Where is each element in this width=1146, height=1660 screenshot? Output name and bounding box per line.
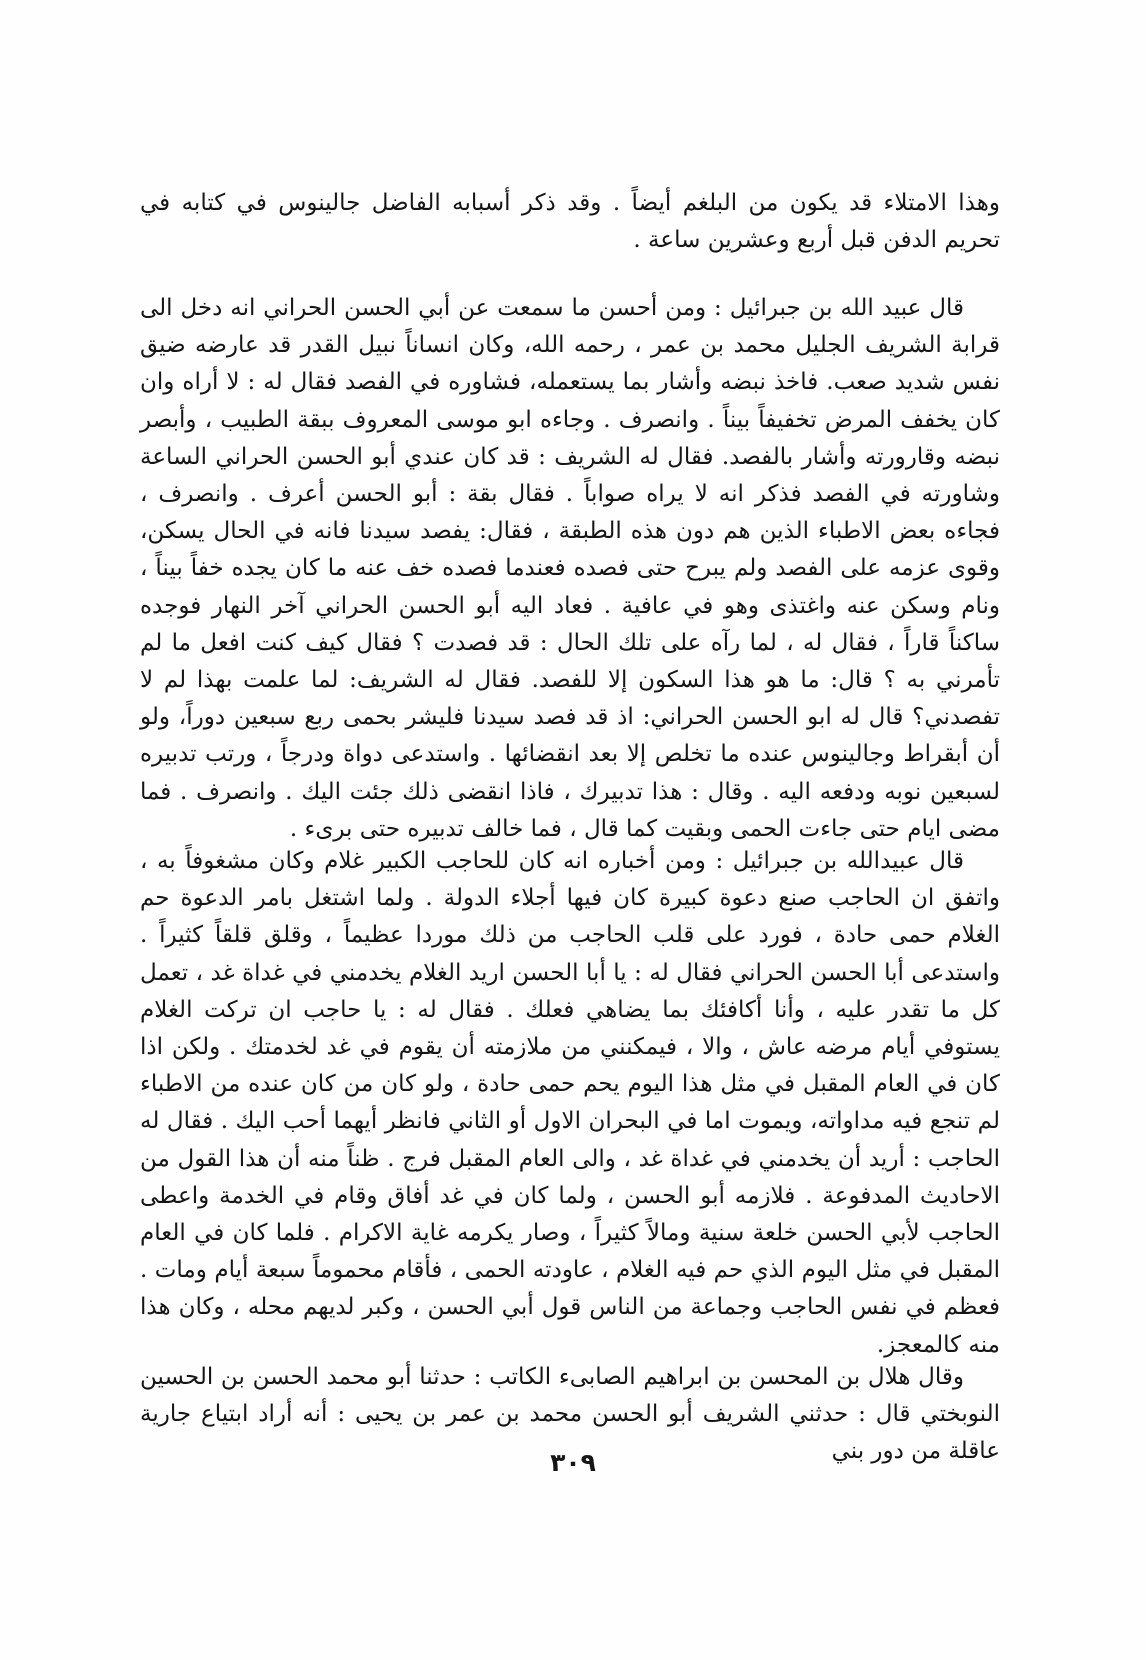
paragraph-4: وقال هلال بن المحسن بن ابراهيم الصابىء الكاتب : حدثنا أبو محمد الحسن بن الحسين النوبختي قال : حدثني الشريف أبو الحسن محمد بن عمر بن يحيى : أنه أراد ابتياع جارية عاقلة من دور بني — [140, 1364, 1000, 1465]
paragraph-1: وهذا الامتلاء قد يكون من البلغم أيضاً . وقد ذكر أسبابه الفاضل جالينوس في كتابه في تحريم الدفن قبل أربع وعشرين ساعة . — [140, 190, 1000, 254]
paragraph-3: قال عبيدالله بن جبرائيل : ومن أخباره انه كان للحاجب الكبير غلام وكان مشغوفاً به ، واتفق ان الحاجب صنع دعوة كبيرة كان فيها أجلاء الدولة . ولما اشتغل بامر الدعوة حم الغلام حمى حادة ، فورد على قلب الحاجب من ذلك موردا عظيماً ، وقلق قلقاً كثيراً . واستدعى أبا الحسن الحراني فقال له : يا أبا الحسن اريد الغلام يخدمني في غداة غد ، تعمل كل ما تقدر عليه ، وأنا أكافئك بما يضاهي فعلك . فقال له : يا حاجب ان تركت الغلام يستوفي أيام مرضه عاش ، والا ، فيمكنني من ملازمته أن يقوم في غد لخدمتك . ولكن اذا كان في العام المقبل في مثل هذا اليوم يحم حمى حادة ، ولو كان من كان عنده من الاطباء لم تنجع فيه مداواته، ويموت اما في البحران الاول أو الثاني فانظر أيهما أحب اليك . فقال له الحاجب : أريد أن يخدمني في غداة غد ، والى العام المقبل فرج . ظناً منه أن هذا القول من الاحاديث المدفوعة . فلازمه أبو الحسن ، ولما كان في غد أفاق وقام في الخدمة واعطى الحاجب لأبي الحسن خلعة سنية ومالاً كثيراً ، وصار يكرمه غاية الاكرام . فلما كان في العام المقبل في مثل اليوم الذي حم فيه الغلام ، عاودته الحمى ، فأقام محموماً سبعة أيام ومات . فعظم في نفس الحاجب وجماعة من الناس قول أبي الحسن ، وكبر لديهم محله ، وكان هذا منه كالمعجز. — [140, 848, 1001, 1358]
page-number: ٣٠٩ — [550, 1448, 596, 1477]
paragraph-2: قال عبيد الله بن جبرائيل : ومن أحسن ما سمعت عن أبي الحسن الحراني انه دخل الى قرابة الشريف الجليل محمد بن عمر ، رحمه الله، وكان انساناً نبيل القدر قد عارضه ضيق نفس شديد صعب. فاخذ نبضه وأشار بما يستعمله، فشاوره في الفصد فقال له : لا أراه وان كان يخفف المرض تخفيفاً بيناً . وانصرف . وجاءه ابو موسى المعروف ببقة الطبيب ، وأبصر نبضه وقارورته وأشار بالفصد. فقال له الشريف : قد كان عندي أبو الحسن الحراني الساعة وشاورته في الفصد فذكر انه لا يراه صواباً . فقال بقة : أبو الحسن أعرف . وانصرف ، فجاءه بعض الاطباء الذين هم دون هذه الطبقة ، فقال: يفصد سيدنا فانه في الحال يسكن، وقوى عزمه على الفصد ولم يبرح حتى فصده فعندما فصده خف عنه ما كان يجده خفاً بيناً ، ونام وسكن عنه واغتذى وهو في عافية . فعاد اليه أبو الحسن الحراني آخر النهار فوجده ساكناً قاراً ، فقال له ، لما رآه على تلك الحال : قد فصدت ؟ فقال كيف كنت افعل ما لم تأمرني به ؟ قال: ما هو هذا السكون إلا للفصد. فقال له الشريف: لما علمت بهذا لم لا تفصدني؟ قال له ابو الحسن الحراني: اذ قد فصد سيدنا فليشر بحمى ربع سبعين دوراً، ولو أن أبقراط وجالينوس عنده ما تخلص إلا بعد انقضائها . واستدعى دواة ودرجاً ، ورتب تدبيره لسبعين نوبه ودفعه اليه . وقال : هذا تدبيرك ، فاذا انقضى ذلك جئت اليك . وانصرف . فما مضى ايام حتى جاءت الحمى وبقيت كما قال ، فما خالف تدبيره حتى برىء . — [140, 295, 1000, 842]
